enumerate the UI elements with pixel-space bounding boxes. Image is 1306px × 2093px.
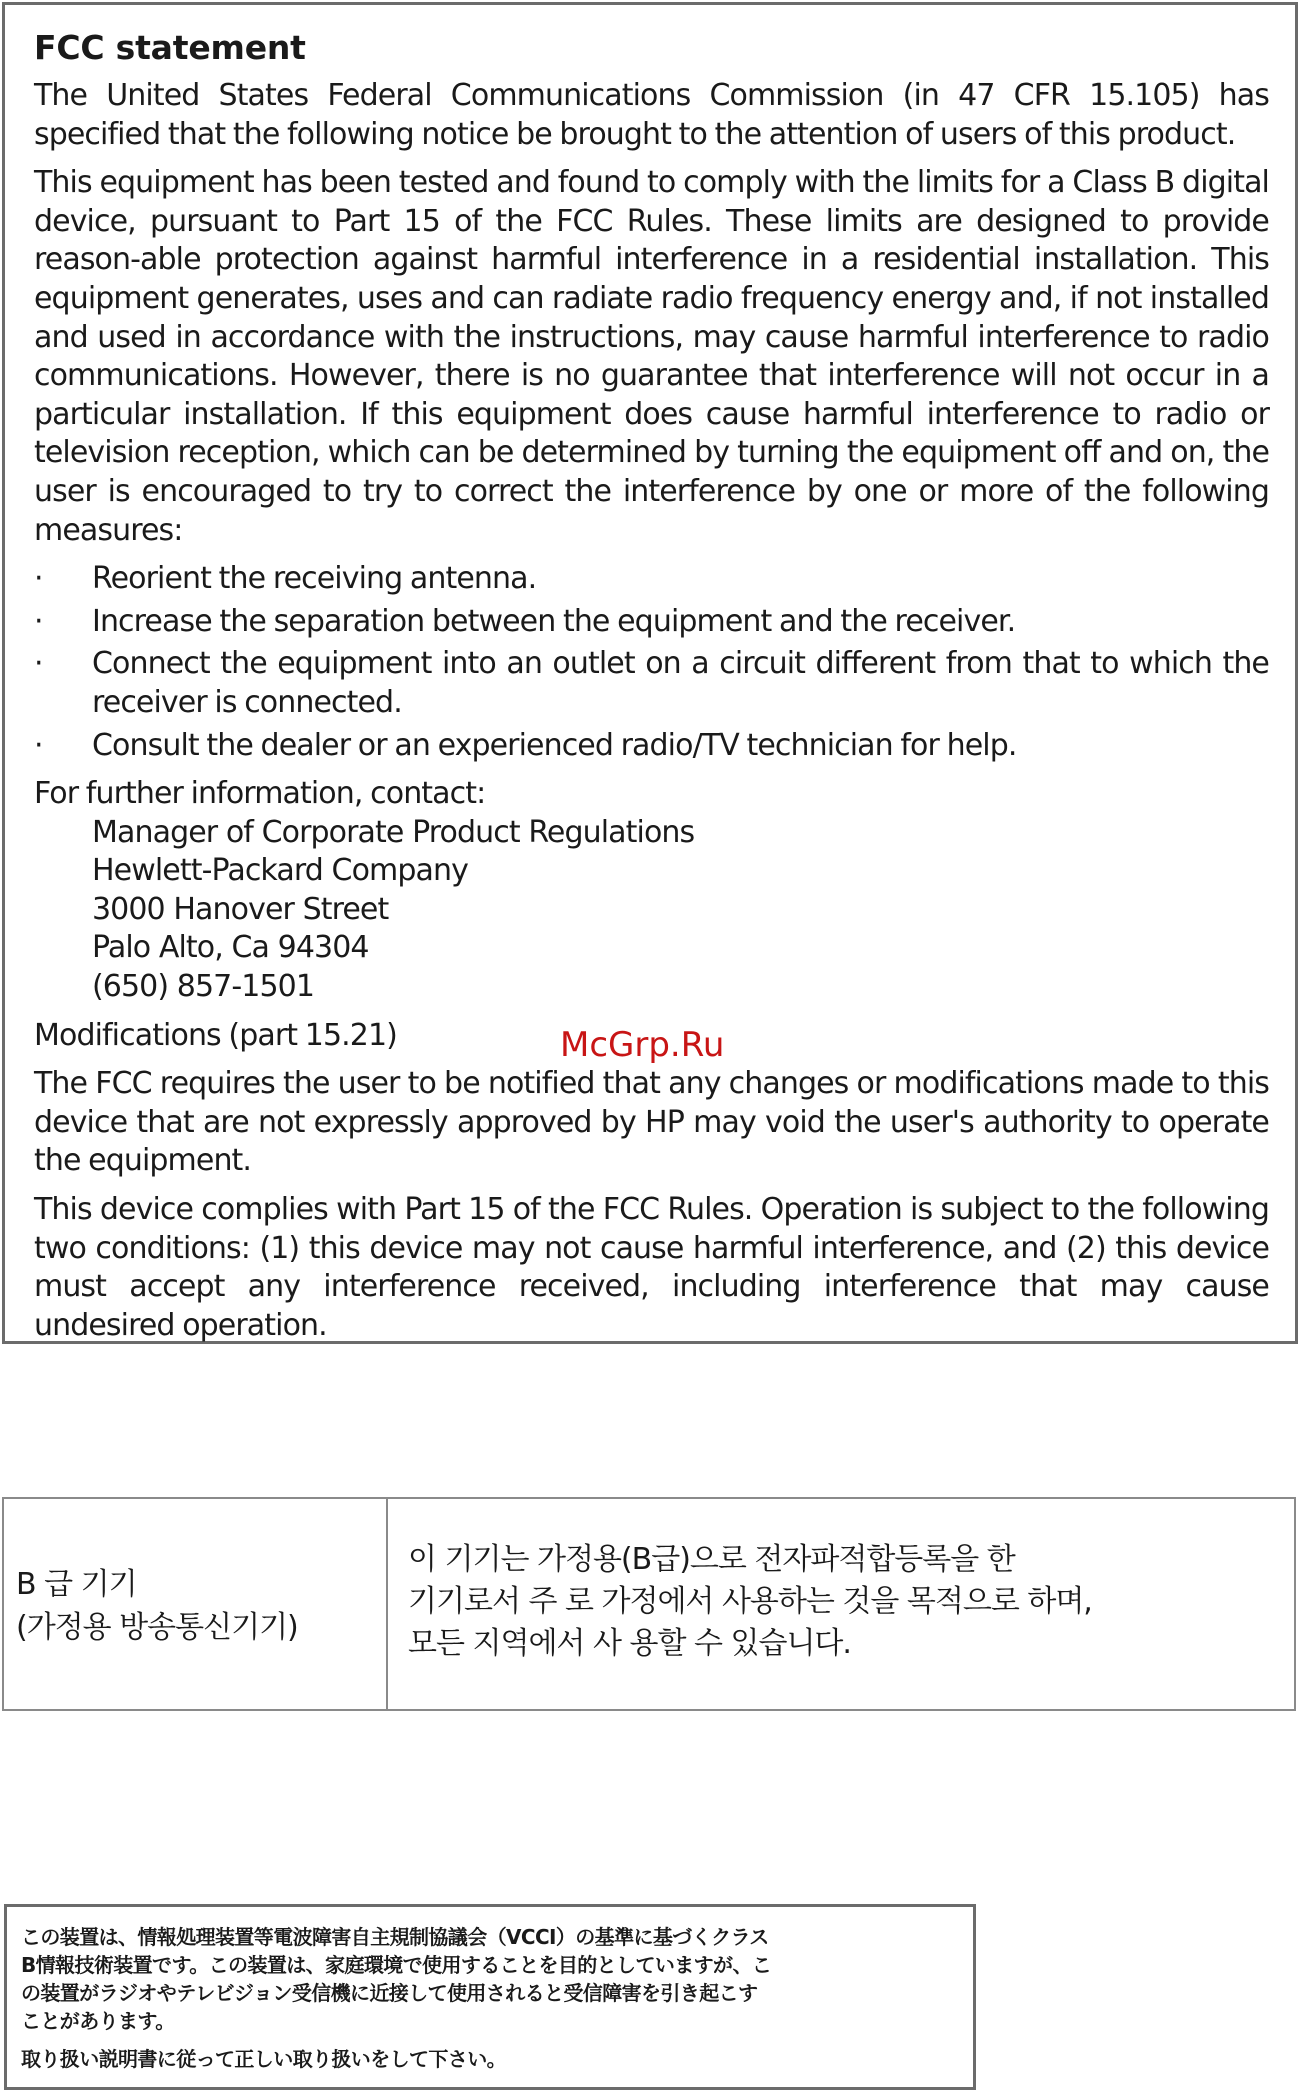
bullet-icon: · [34, 727, 43, 763]
japanese-notice-line: ことがあります。 [21, 2009, 175, 2033]
contact-line: (650) 857-1501 [92, 969, 315, 1005]
fcc-statement-box [2, 2, 1298, 1344]
list-item [34, 560, 1269, 599]
korean-device-class-cell [4, 1499, 388, 1709]
korean-notice-line: 이 기기는 가정용(B급)으로 전자파적합등록을 한 [408, 1542, 1015, 1577]
fcc-measures-list [34, 560, 1269, 765]
measure-text: Reorient the receiving antenna. [92, 561, 537, 597]
bullet-icon: · [34, 646, 43, 682]
measure-text: Increase the separation between the equipment and the receiver. [92, 603, 1016, 639]
japanese-notice-line: の装置がラジオやテレビジョン受信機に近接して使用されると受信障害を引き起こす [21, 1981, 758, 2005]
japanese-notice-line: この装置は、情報処理装置等電波障害自主規制協議会（VCCI）の基準に基づくクラス [21, 1925, 769, 1949]
japanese-notice-line: B情報技術装置です。この装置は、家庭環境で使用することを目的としていますが、こ [21, 1953, 772, 1977]
watermark-text: McGrp.Ru [560, 1025, 725, 1065]
measure-text: Consult the dealer or an experienced radio/TV technician for help. [92, 727, 1017, 763]
japanese-instruction-line: 取り扱い説明書に従って正しい取り扱いをして下さい。 [21, 2047, 506, 2071]
korean-compliance-table [2, 1497, 1296, 1711]
fcc-compliance-paragraph: This equipment has been tested and found to comply with the limits for a Class B digital device, pursuant to Part 15 of the FCC Rules. These limits are designed to provide reason-able protection against harmful interference in a residential installation. This equipment generates, uses and can radiate radio frequency energy and, if not installed and used in accordance with the instructions, may cause harmful interference to radio communications. However, there is no guarantee that interference will not occur in a particular installation. If this equipment does cause harmful interference to radio or television reception, which can be determined by turning the equipment off and on, the user is encouraged to try to correct the interference by one or more of the following measures: [34, 165, 1269, 548]
measure-text: Connect the equipment into an outlet on a circuit different from that to which the receiver is connected. [92, 646, 1269, 720]
contact-line: Palo Alto, Ca 94304 [92, 930, 369, 966]
fcc-part15-paragraph: This device complies with Part 15 of the FCC Rules. Operation is subject to the following two conditions: (1) this device may not cause harmful interference, and (2) this device must accept any interference received, including interference that may cause undesired operation. [34, 1192, 1269, 1343]
list-item [34, 603, 1269, 642]
bullet-icon: · [34, 603, 43, 639]
contact-line: 3000 Hanover Street [92, 891, 389, 927]
contact-line: Manager of Corporate Product Regulations [92, 814, 695, 850]
list-item [34, 645, 1269, 722]
list-item [34, 727, 1269, 766]
korean-notice-line: 기기로서 주 로 가정에서 사용하는 것을 목적으로 하며, [408, 1584, 1092, 1619]
spacer [21, 2035, 973, 2045]
korean-notice-line: 모든 지역에서 사 용할 수 있습니다. [408, 1626, 851, 1661]
modifications-heading: Modifications (part 15.21) [34, 1017, 397, 1053]
japanese-vcci-notice [4, 1904, 976, 2090]
contact-intro: For further information, contact: [34, 776, 486, 812]
contact-address [34, 814, 1269, 1007]
bullet-icon: · [34, 561, 43, 597]
korean-class-line: B 급 기기 [16, 1567, 137, 1602]
fcc-modifications-paragraph: The FCC requires the user to be notified that any changes or modifications made to this device that are not expressly approved by HP may void the user's authority to operate the equipment. [34, 1066, 1269, 1179]
fcc-intro-paragraph: The United States Federal Communications Commission (in 47 CFR 15.105) has specified that the following notice be brought to the attention of users of this product. [34, 78, 1269, 152]
korean-notice-cell [388, 1499, 1294, 1709]
contact-line: Hewlett-Packard Company [92, 853, 468, 889]
fcc-title: FCC statement [34, 28, 306, 67]
korean-class-line: (가정용 방송통신기기) [16, 1610, 298, 1645]
